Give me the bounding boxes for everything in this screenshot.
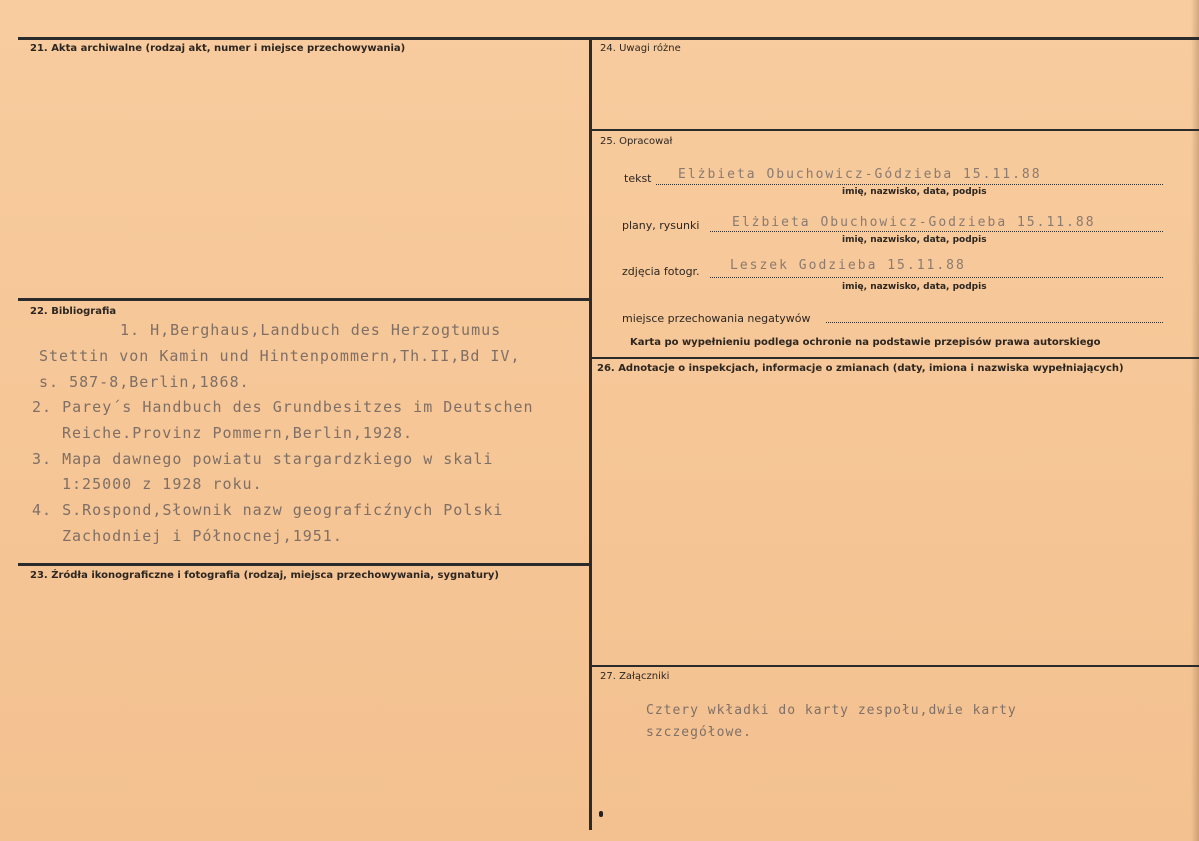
bibliography-line-9: Zachodniej i Północnej,1951. — [62, 527, 343, 545]
bibliography-line-8: 4. S.Rospond,Słownik nazw geograficźnych Polski — [32, 501, 504, 519]
author-text-label: tekst — [624, 172, 652, 185]
plans-drawings-caption: imię, nazwisko, data, podpis — [842, 235, 987, 245]
section-22-label: 22. Bibliografia — [30, 306, 117, 317]
photos-label: zdjęcia fotogr. — [622, 265, 700, 278]
rule-21-22 — [18, 298, 590, 301]
rule-26-27 — [590, 665, 1199, 667]
author-text-caption: imię, nazwisko, data, podpis — [842, 187, 987, 197]
section-21-label: 21. Akta archiwalne (rodzaj akt, numer i miejsce przechowywania) — [30, 43, 406, 54]
copyright-note: Karta po wypełnieniu podlega ochronie na podstawie przepisów prawa autorskiego — [630, 337, 1101, 348]
bibliography-line-3: s. 587-8,Berlin,1868. — [39, 373, 250, 391]
section-23-label: 23. Źródła ikonograficzne i fotografia (rodzaj, miejsca przechowywania, sygnatury) — [30, 570, 499, 581]
photos-value: Leszek Godzieba 15.11.88 — [730, 258, 966, 273]
rule-22-23 — [18, 563, 590, 566]
bibliography-line-4: 2. Parey´s Handbuch des Grundbesitzes im Deutschen — [32, 398, 534, 416]
section-26-label: 26. Adnotacje o inspekcjach, informacje o zmianach (daty, imiona i nazwiska wypełniających) — [597, 363, 1124, 374]
rule-25-26 — [590, 357, 1199, 359]
column-divider — [589, 37, 592, 830]
photos-caption: imię, nazwisko, data, podpis — [842, 282, 987, 292]
author-text-value: Elżbieta Obuchowicz-Gódzieba 15.11.88 — [678, 167, 1042, 182]
section-25-label: 25. Opracował — [600, 136, 673, 147]
negatives-line — [826, 322, 1163, 323]
bibliography-line-6: 3. Mapa dawnego powiatu stargardzkiego w skali — [32, 450, 494, 468]
top-rule — [18, 37, 1199, 40]
bibliography-line-2: Stettin von Kamin und Hintenpommern,Th.II,Bd IV, — [39, 347, 521, 365]
ink-dot — [599, 811, 603, 817]
author-text-line — [656, 184, 1163, 185]
photos-line — [710, 277, 1163, 278]
bibliography-line-7: 1:25000 z 1928 roku. — [62, 475, 263, 493]
bibliography-line-5: Reiche.Provinz Pommern,Berlin,1928. — [62, 424, 414, 442]
attachments-line-1: Cztery wkładki do karty zespołu,dwie karty — [646, 703, 1017, 718]
plans-drawings-line — [710, 231, 1163, 232]
section-27-label: 27. Załączniki — [600, 671, 670, 682]
negatives-label: miejsce przechowania negatywów — [622, 312, 811, 325]
attachments-line-2: szczegółowe. — [646, 725, 752, 740]
section-24-label: 24. Uwagi różne — [600, 43, 681, 54]
rule-24-25 — [590, 129, 1199, 131]
bibliography-line-1: 1. H,Berghaus,Landbuch des Herzogtumus — [120, 321, 502, 339]
card-edge-shadow — [1191, 0, 1199, 841]
plans-drawings-label: plany, rysunki — [622, 219, 700, 232]
plans-drawings-value: Elżbieta Obuchowicz-Godzieba 15.11.88 — [732, 215, 1096, 230]
